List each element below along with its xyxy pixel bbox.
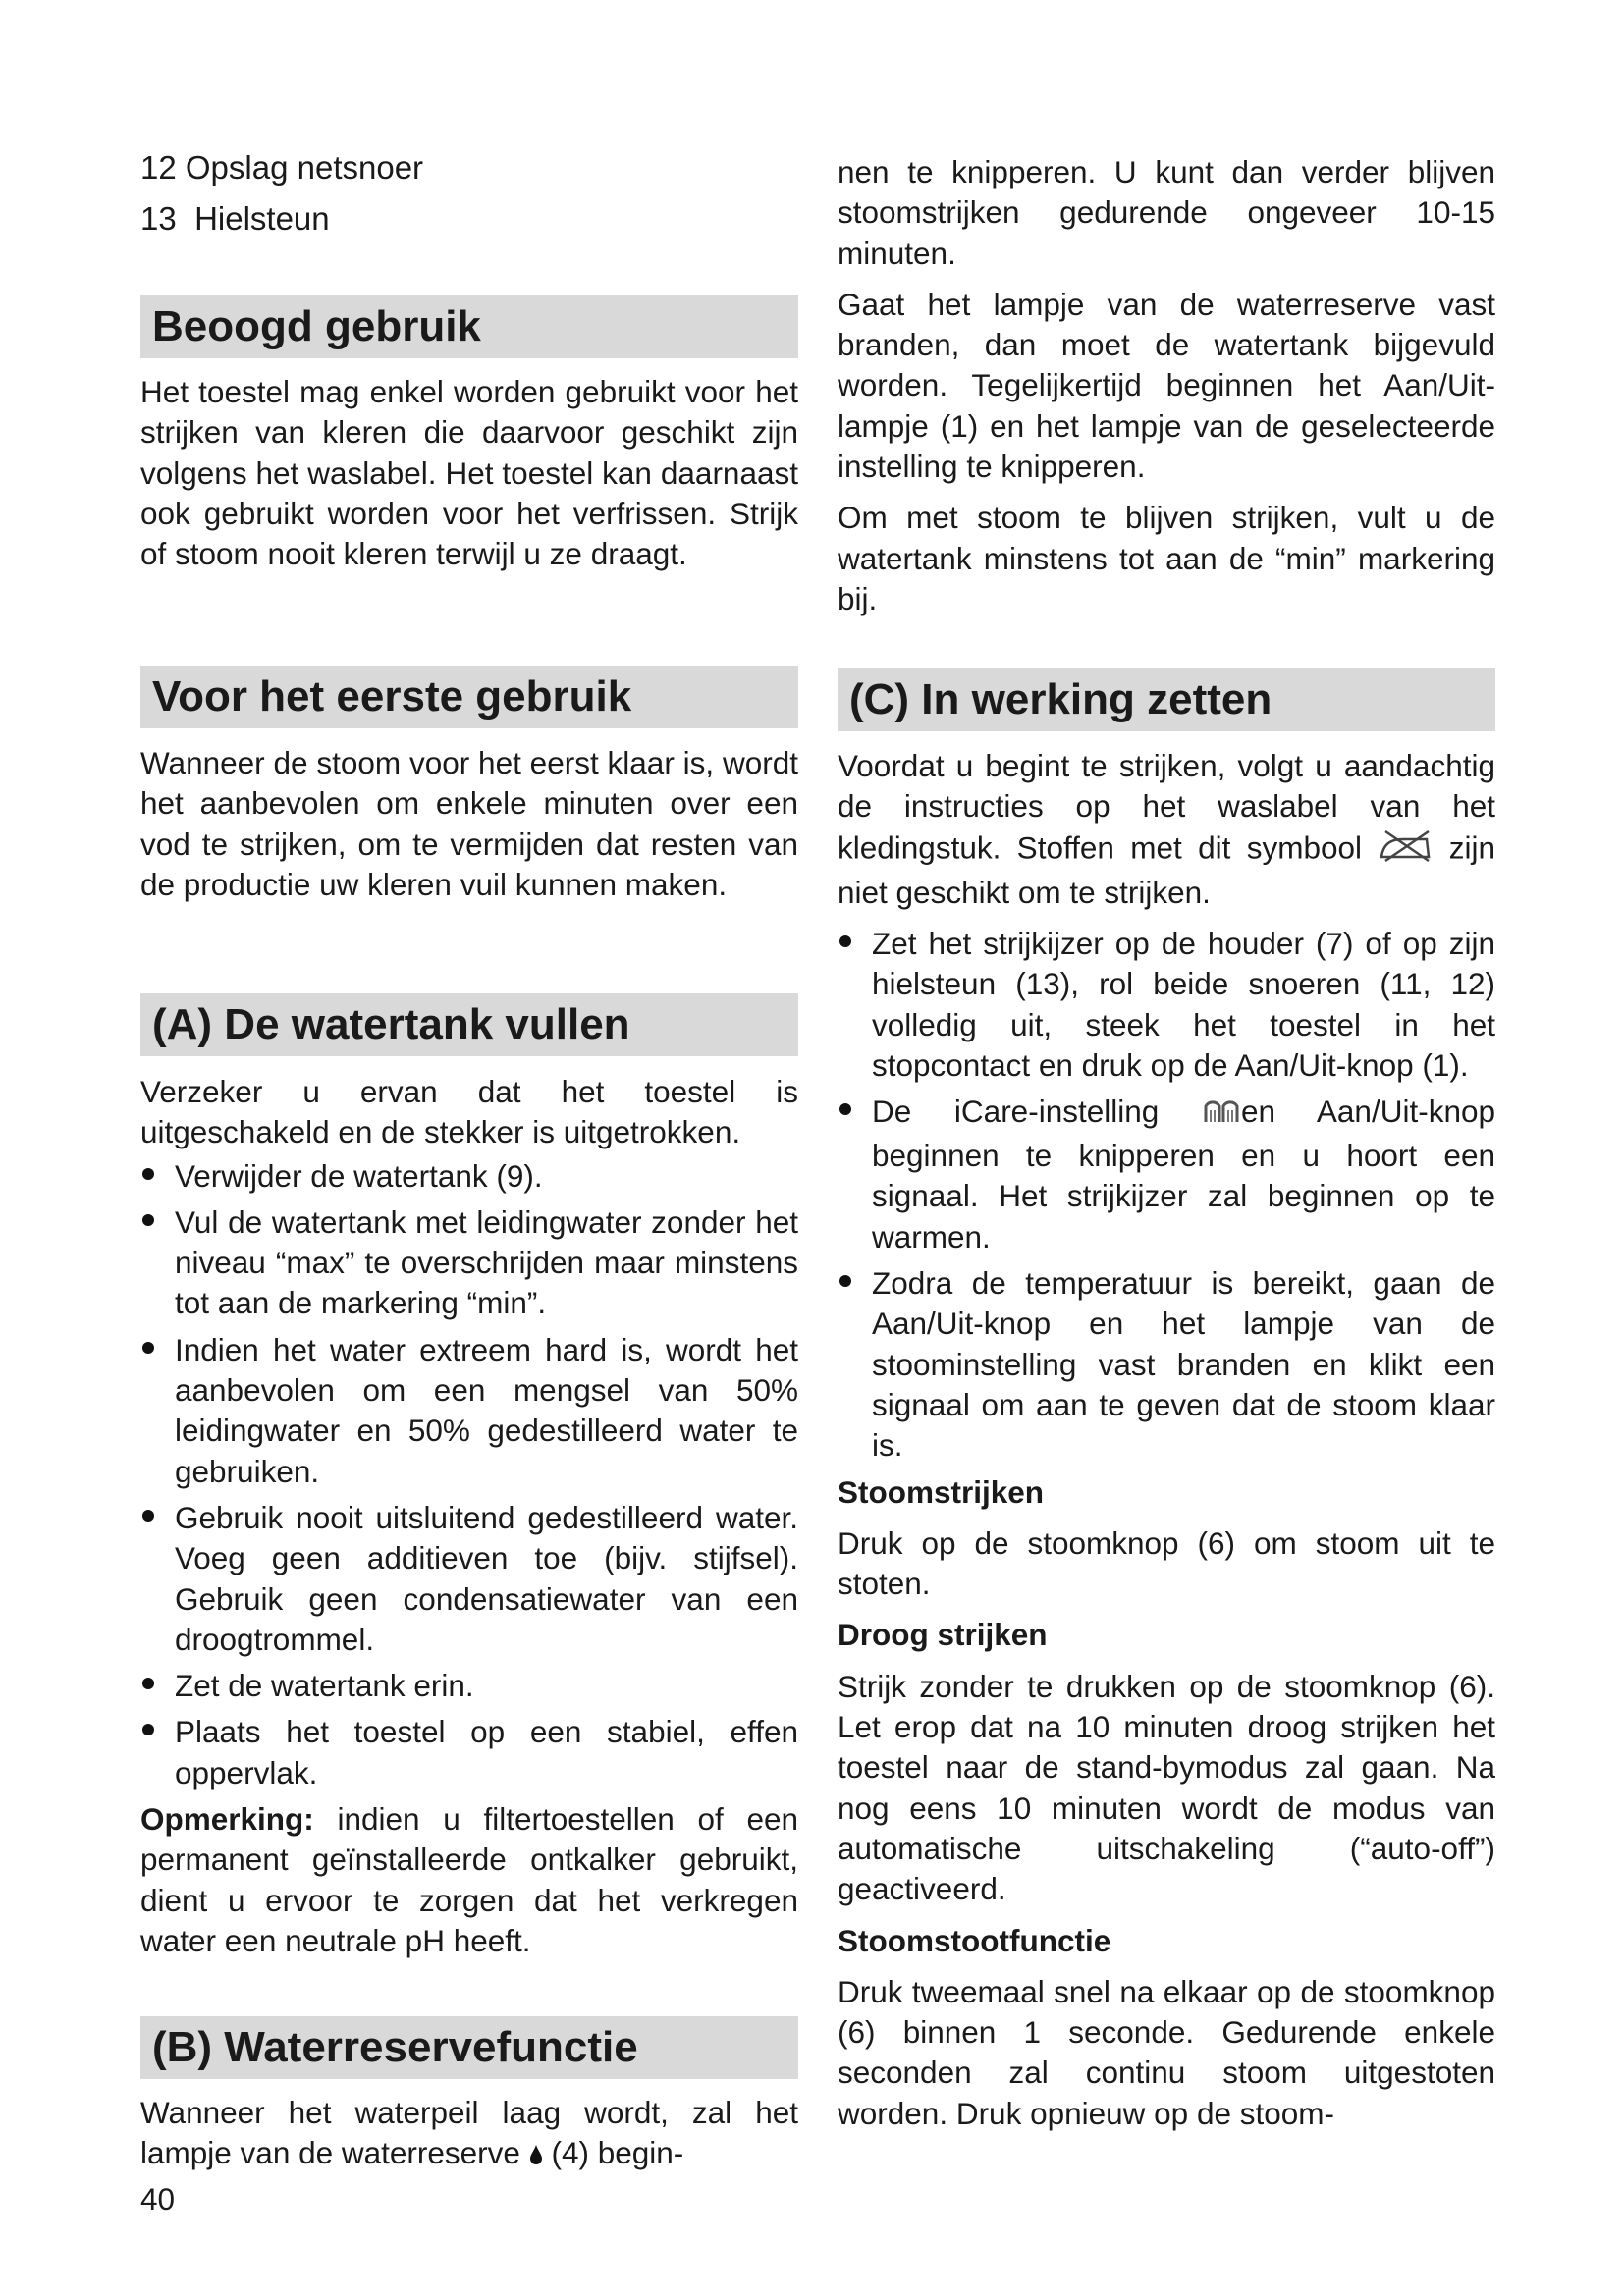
note-text: indien u filtertoestellen of een permanent geïnstalleerde ontkalker gebruikt, dient u ervoor te zorgen dat het verkregen water een neutrale pH heeft. <box>140 1801 798 1958</box>
part-label: Opslag netsnoer <box>185 149 424 186</box>
list-item <box>838 924 1495 1086</box>
list-item-text: Indien het water extreem hard is, wordt het aanbevolen om een mengsel van 50% leidingwater en 50% gedestilleerd water te gebruiken. <box>175 1331 798 1489</box>
subheading-droog-strijken: Droog strijken <box>838 1617 1048 1653</box>
subheading-stoomstootfunctie: Stoomstootfunctie <box>838 1922 1111 1958</box>
list-item-text: Zet het strijkijzer op de houder (7) of op zijn hielsteun (13), rol beide snoeren (11, 12) volledig uit, steek het toestel in het stopcontact en druk op de Aan/Uit-knop (1). <box>872 926 1495 1084</box>
page-number: 40 <box>140 2181 176 2216</box>
list-item <box>140 1666 798 1706</box>
part-number: 12 <box>140 149 177 186</box>
text: (4) begin- <box>542 2135 684 2171</box>
text: Voordat u begint te strijken, volgt u aandachtig de instructies op het waslabel van het kledingstuk. Stoffen met dit symbool <box>838 748 1495 866</box>
list-item-text: Vul de watertank met leidingwater zonder het niveau “max” te overschrijden maar minstens tot aan de markering “min”. <box>175 1203 798 1321</box>
section-b-text <box>140 2093 798 2176</box>
list-item <box>140 1156 798 1197</box>
section-a-body <box>140 1072 798 1972</box>
section-b-continued <box>838 152 1495 630</box>
beoogd-text: Het toestel mag enkel worden gebruikt voor het strijken van kleren die daarvoor geschikt zijn volgens het waslabel. Het toestel kan daarnaast ook gebruikt worden voor het verfrissen. Strijk of stoom nooit kleren terwijl u ze draagt. <box>140 374 798 572</box>
subheading-stoomstrijken: Stoomstrijken <box>838 1473 1045 1510</box>
list-item-text: Gebruik nooit uitsluitend gedestilleerd water. Voeg geen additieven toe (bijv. stijfsel). Gebruik geen condensatiewater van een droogtrommel. <box>175 1499 798 1657</box>
eerste-text: Wanneer de stoom voor het eerst klaar is, wordt het aanbevolen om enkele minuten over een vod te strijken, om te vermijden dat resten van de productie uw kleren vuil kunnen maken. <box>140 745 798 902</box>
parts-item <box>140 142 798 193</box>
heading-section-b: (B) Waterreservefunctie <box>140 2016 798 2079</box>
list-item <box>140 1202 798 1324</box>
list-item <box>838 1263 1495 1466</box>
parts-item <box>140 193 798 244</box>
section-c-intro <box>838 746 1495 913</box>
part-label: Hielsteun <box>194 200 330 237</box>
bullet-icon <box>142 1510 154 1522</box>
paragraph: Druk tweemaal snel na elkaar op de stoomknop (6) binnen 1 seconde. Gedurende enkele seconden zal continu stoom uitgestoten worden. Druk opnieuw op de stoom- <box>838 1973 1495 2131</box>
list-item-text: Plaats het toestel op een stabiel, effen oppervlak. <box>175 1714 798 1790</box>
section-c-body <box>838 746 1495 2145</box>
paragraph: Strijk zonder te drukken op de stoomknop (6). Let erop dat na 10 minuten droog strijken het toestel naar de stand-bymodus zal gaan. Na nog eens 10 minuten wordt de modus van automatische uitschakeling (“auto-off”) geactiveerd. <box>838 1668 1495 1907</box>
parts-list <box>140 142 798 244</box>
paragraph: Gaat het lampje van de waterreserve vast branden, dan moet de watertank bijgevuld worden. Tegelijkertijd beginnen het Aan/Uit-lampje (1) en het lampje van de geselecteerde instelling te knipperen. <box>838 286 1495 485</box>
bullet-icon <box>142 1724 154 1735</box>
bullet-icon <box>142 1342 154 1354</box>
paragraph: Om met stoom te blijven strijken, vult u de watertank minstens tot aan de “min” markering bij. <box>838 500 1495 616</box>
section-a-note <box>140 1799 798 1961</box>
list-item-text: Verwijder de watertank (9). <box>175 1157 543 1194</box>
list-item-text: Zet de watertank erin. <box>175 1668 474 1704</box>
section-a-intro: Verzeker u ervan dat het toestel is uitgeschakeld en de stekker is uitgetrokken. <box>140 1074 798 1150</box>
text: De iCare-instelling <box>872 1094 1202 1130</box>
paragraph: Druk op de stoomknop (6) om stoom uit te stoten. <box>838 1524 1495 1602</box>
bullet-icon <box>142 1168 154 1180</box>
list-item <box>140 1498 798 1660</box>
heading-section-c: (C) In werking zetten <box>838 668 1495 731</box>
list-item-text: Zodra de temperatuur is bereikt, gaan de Aan/Uit-knop en het lampje van de stoominstelling vast branden en klikt een signaal om aan te geven dat de stoom klaar is. <box>872 1265 1495 1464</box>
text: Wanneer het waterpeil laag wordt, zal het lampje van de waterreserve <box>140 2095 798 2171</box>
list-item <box>838 1092 1495 1257</box>
bullet-icon <box>839 1275 851 1287</box>
bullet-icon <box>839 1103 851 1115</box>
list-item <box>140 1712 798 1793</box>
do-not-iron-icon <box>1378 828 1433 873</box>
text: zijn niet geschikt om te strijken. <box>838 829 1495 910</box>
heading-section-a: (A) De watertank vullen <box>140 993 798 1056</box>
bullet-icon <box>142 1678 154 1689</box>
heading-beoogd-gebruik: Beoogd gebruik <box>140 295 798 358</box>
bullet-icon <box>839 935 851 947</box>
icare-setting-icon <box>1202 1093 1241 1136</box>
list-item <box>140 1330 798 1492</box>
bullet-icon <box>142 1214 154 1226</box>
part-number: 13 <box>140 200 177 237</box>
note-label: Opmerking: <box>140 1801 314 1838</box>
heading-eerste-gebruik: Voor het eerste gebruik <box>140 666 798 728</box>
water-drop-icon <box>529 2135 543 2175</box>
paragraph: nen te knipperen. U kunt dan verder blijven stoomstrijken gedurende ongeveer 10-15 minuten. <box>838 154 1495 271</box>
text: en Aan/Uit-knop beginnen te knipperen en u hoort een signaal. Het strijkijzer zal beginnen op te warmen. <box>872 1094 1495 1255</box>
